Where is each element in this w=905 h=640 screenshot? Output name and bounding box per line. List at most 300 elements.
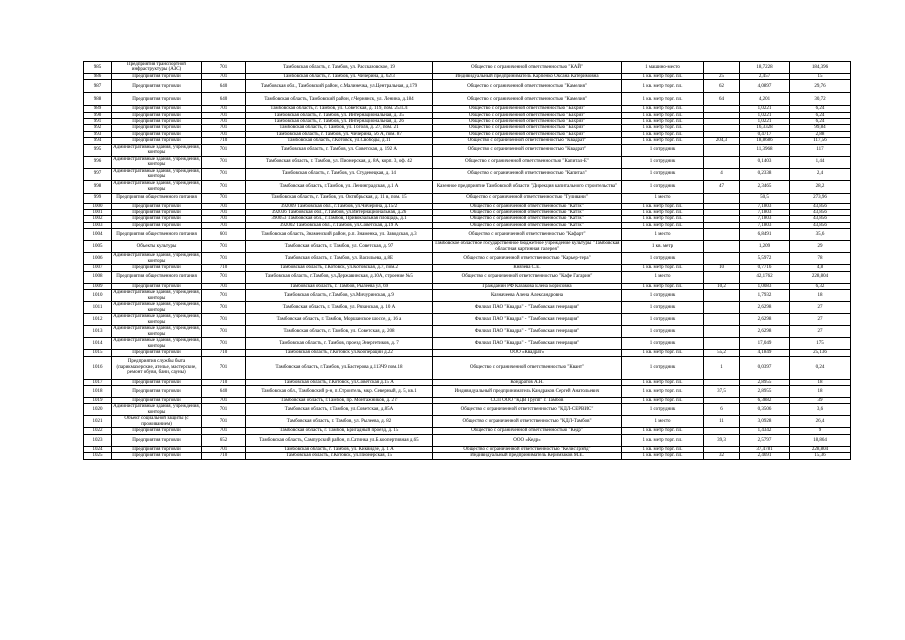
calc-unit-cell: 1 место [622, 271, 704, 283]
norm-value-cell: 0,7716 [740, 265, 790, 271]
row-number-cell: 989 [84, 106, 112, 112]
object-type-cell: Административные здания, учреждения, конторы [113, 253, 200, 264]
table-row [84, 62, 851, 74]
object-address-cell: Тамбовская область, г.Котовск, ул.Пионерская, 15 [246, 453, 433, 459]
object-type-cell: Предприятия торговли [112, 385, 202, 397]
norm-value-cell: 7,1803 [740, 210, 790, 216]
row-number-cell: 995 [84, 144, 112, 156]
table-row [84, 326, 851, 338]
norm-value-cell: 0,1403 [740, 156, 790, 168]
row-number-cell: 1019 [84, 397, 112, 403]
object-type-cell: Предприятия торговли [112, 125, 202, 131]
oktmo-code-cell: 701 [202, 428, 246, 434]
registry-table [83, 61, 851, 460]
table-row [84, 314, 851, 326]
row-number-cell: 999 [84, 193, 112, 203]
object-address-cell: Тамбовская область, г. Тамбов, ул. Октябрьская, д. 11 в, пом. 15 [246, 193, 433, 203]
norm-value-cell: 3,0928 [740, 416, 790, 428]
oktmo-code-cell: 701 [202, 222, 246, 228]
calc-unit-cell: 1 кв. метр торг. пл. [622, 210, 704, 216]
calc-unit-cell: 1 кв. метр торг. пл. [622, 453, 704, 459]
object-address-cell: Тамбовская обл., Тамбовский р-н, п.Строитель, мкр. Северный, д. 5, кв.1 [246, 385, 433, 397]
organization-name-cell: Общество с ограниченной ответственностью "КАЙ" [433, 62, 622, 74]
volume-value-cell: 0,24 [790, 356, 851, 379]
object-address-cell: Тамбовская область, Тамбовский район, г.Чернянск, ул. Ленина, д.184 [246, 93, 433, 106]
norm-value-cell: 0,2338 [740, 168, 790, 180]
object-address-cell: Тамбовская область, г. Тамбов, ул. Чичерина, д. 62/3 [246, 73, 433, 79]
calc-unit-cell: 1 кв. метр торг. пл. [622, 106, 704, 112]
table-row [84, 290, 851, 302]
row-number-cell: 997 [84, 168, 112, 180]
norm-value-cell: 2,3465 [740, 180, 790, 193]
table-row [84, 434, 851, 446]
table-row [84, 80, 851, 93]
object-type-cell: Предприятия торговли [112, 106, 202, 112]
row-number-cell: 1010 [84, 290, 112, 302]
organization-name-cell: Общество с ограниченной ответственностью "Катэх" [433, 222, 622, 228]
volume-value-cell: 1,44 [790, 156, 851, 168]
unit-count-cell: 32 [704, 453, 740, 459]
organization-name-cell: Общество с ограниченной ответственностью "Камелия" [433, 80, 622, 93]
oktmo-code-cell: 701 [202, 168, 246, 180]
row-number-cell: 1006 [84, 253, 112, 265]
table-row [84, 271, 851, 283]
organization-name-cell: Общество с ограниченной ответственностью "Катэх" [433, 216, 622, 222]
object-address-cell: Тамбовская область, г.Котовск, ул.Свободы, д.11 [246, 138, 433, 144]
unit-count-cell: 204,3 [704, 138, 740, 144]
organization-name-cell: Общество с ограниченной ответственностью "Квант" [433, 356, 622, 379]
calc-unit-cell: 1 кв. метр торг. пл. [622, 265, 704, 271]
object-type-cell: Предприятия торговли [112, 453, 202, 459]
volume-value-cell: 27 [790, 326, 851, 338]
object-address-cell: Тамбовская область, г. Тамбов, ул. Рязанская, д. 10 А [246, 302, 433, 314]
table-row [84, 229, 851, 241]
organization-name-cell: Общество с ограниченной ответственностью "Бахриз" [433, 131, 622, 137]
volume-value-cell: 26,4 [790, 416, 851, 428]
calc-unit-cell: 1 кв. метр торг. пл. [622, 203, 704, 209]
object-type-cell: Предприятия торговли [112, 428, 202, 434]
unit-count-cell: 64 [704, 93, 740, 106]
calc-unit-cell: 1 кв. метр торг. пл. [622, 385, 704, 397]
object-type-cell: Административные здания, учреждения, конторы [113, 290, 200, 301]
volume-value-cell: 4,8 [790, 265, 851, 271]
norm-value-cell: 16,3328 [740, 125, 790, 131]
unit-count-cell: 39,3 [704, 434, 740, 446]
table-row [84, 156, 851, 168]
unit-count-cell [704, 253, 740, 265]
norm-value-cell: 7,1803 [740, 222, 790, 228]
table-row [84, 93, 851, 106]
row-number-cell: 988 [84, 93, 112, 106]
unit-count-cell [704, 338, 740, 350]
row-number-cell: 986 [84, 73, 112, 79]
object-address-cell: Тамбовская область, г. Тамбов, ул. Рылеева, д. 82 [246, 416, 433, 428]
object-type-cell: Объект социальной защиты (с проживанием) [112, 416, 202, 428]
organization-name-cell: ССП ООО "КДВ Групп" г. Тамбов [433, 397, 622, 403]
row-number-cell: 1021 [84, 416, 112, 428]
organization-name-cell: Индивидуальный предприниматель Кандраков Сергей Анатольевич [433, 385, 622, 397]
norm-value-cell: 18,8686 [740, 138, 790, 144]
calc-unit-cell: 1 сотрудник [622, 290, 704, 302]
volume-value-cell: 18 [790, 379, 851, 385]
norm-value-cell: 6,3882 [740, 397, 790, 403]
organization-name-cell: Князева С.Е. [433, 265, 622, 271]
row-number-cell: 987 [84, 80, 112, 93]
volume-value-cell: 273,96 [790, 193, 851, 203]
unit-count-cell [704, 302, 740, 314]
object-address-cell: Тамбовская область, г.Тамбов, ул.Державинская, д.10А, строение №5 [246, 271, 433, 283]
row-number-cell: 992 [84, 125, 112, 131]
oktmo-code-cell: 640 [202, 385, 246, 397]
object-address-cell: Тамбовская область, г. Тамбов, ул. Рассказовское, 19 [246, 62, 433, 74]
norm-value-cell: 0,4717 [740, 131, 790, 137]
row-number-cell: 1022 [84, 428, 112, 434]
table-row [84, 385, 851, 397]
calc-unit-cell: 1 кв. метр торг. пл. [622, 216, 704, 222]
row-number-cell: 1002 [84, 216, 112, 222]
object-address-cell: Тамбовская область, г. Тамбов, проезд Энергетиков, д. 7 [246, 338, 433, 350]
organization-name-cell: ООО «Кедр» [433, 434, 622, 446]
table-row [84, 241, 851, 253]
calc-unit-cell: 1 место [622, 416, 704, 428]
object-type-cell: Предприятия торговли [112, 434, 202, 446]
object-address-cell: Тамбовская область, г. Тамбов, Рылеева ул, 69 [246, 283, 433, 289]
volume-value-cell: 99,84 [790, 125, 851, 131]
calc-unit-cell: 1 сотрудник [622, 180, 704, 193]
volume-value-cell: 228,804 [790, 446, 851, 452]
norm-value-cell: 1,0221 [740, 106, 790, 112]
unit-count-cell: 4 [704, 168, 740, 180]
oktmo-code-cell: 701 [202, 356, 246, 379]
row-number-cell: 1017 [84, 379, 112, 385]
unit-count-cell: 62 [704, 80, 740, 93]
row-number-cell: 998 [84, 180, 112, 193]
organization-name-cell: Общество с ограниченной ответственностью "КДЛ-СЕРВИС" [433, 404, 622, 416]
table-row [84, 416, 851, 428]
norm-value-cell: 7,1803 [740, 216, 790, 222]
row-number-cell: 985 [84, 62, 112, 74]
table-row [84, 144, 851, 156]
unit-count-cell [704, 156, 740, 168]
organization-name-cell: ООО «Квадрат» [433, 350, 622, 356]
calc-unit-cell: 1 кв. метр торг. пл. [622, 434, 704, 446]
oktmo-code-cell: 701 [202, 302, 246, 314]
organization-name-cell: Казенное предприятие Тамбовской области "Дирекция капитального строительства" [433, 180, 622, 193]
object-address-cell: Тамбовская область, г.Тамбов, ул. Ленинградская, д.1 А [246, 180, 433, 193]
oktmo-code-cell: 710 [202, 138, 246, 144]
object-type-cell: Предприятия транспортной инфраструктуры (АЗС) [112, 62, 202, 74]
unit-count-cell [704, 271, 740, 283]
row-number-cell: 1020 [84, 404, 112, 416]
volume-value-cell: 39 [790, 397, 851, 403]
calc-unit-cell: 1 сотрудник [622, 326, 704, 338]
organization-name-cell: Индивидуальный предприниматель Керимзаков М.Е. [433, 453, 622, 459]
object-type-cell: Предприятия торговли [112, 80, 202, 93]
object-address-cell: 392036 Тамбовская обл., г.Тамбов, ул.Интернациональная, д.26 [246, 210, 433, 216]
volume-value-cell: 228,804 [790, 271, 851, 283]
unit-count-cell: 25 [704, 73, 740, 79]
norm-value-cell: 2,8955 [740, 379, 790, 385]
table-row [84, 193, 851, 203]
row-number-cell: 996 [84, 156, 112, 168]
oktmo-code-cell: 701 [202, 241, 246, 253]
organization-name-cell: Общество с ограниченной ответственностью "КДЛ-Тамбов" [433, 416, 622, 428]
object-address-cell: Тамбовская область, Сампурский район, п.Сатинка ул.Б.коопертивная д.65 [246, 434, 433, 446]
object-type-cell: Предприятия общественного питания [112, 271, 202, 283]
volume-value-cell: 27 [790, 302, 851, 314]
object-address-cell: Тамбовская область, г. Тамбов, ул. Гоголя, д. 27, пом. 21 [246, 125, 433, 131]
volume-value-cell: 117 [790, 144, 851, 156]
object-type-cell: Предприятия торговли [112, 379, 202, 385]
volume-value-cell: 184,396 [790, 62, 851, 74]
calc-unit-cell: 1 кв. метр торг. пл. [622, 125, 704, 131]
calc-unit-cell: 1 место [622, 229, 704, 241]
object-type-cell: Предприятия торговли [112, 93, 202, 106]
unit-count-cell [704, 62, 740, 74]
organization-name-cell: Общество с ограниченной ответственностью "Карьер-тера" [433, 253, 622, 265]
oktmo-code-cell: 652 [202, 434, 246, 446]
calc-unit-cell: 1 кв. метр торг. пл. [622, 350, 704, 356]
table-row [84, 356, 851, 379]
object-type-cell: Предприятия торговли [112, 210, 202, 216]
row-number-cell: 1009 [84, 283, 112, 289]
oktmo-code-cell: 701 [202, 144, 246, 156]
object-address-cell: Тамбовская область, г. Тамбов, ул. Советская, д. 192 А [246, 144, 433, 156]
unit-count-cell [704, 241, 740, 253]
norm-value-cell: 18,7228 [740, 62, 790, 74]
oktmo-code-cell: 640 [202, 80, 246, 93]
calc-unit-cell: 1 кв. метр торг. пл. [622, 379, 704, 385]
object-address-cell: Тамбовская область, г. Тамбов, ул. Чичерина, 56 А, пом. 87 [246, 131, 433, 137]
unit-count-cell [704, 326, 740, 338]
oktmo-code-cell: 701 [202, 338, 246, 350]
object-type-cell: Предприятия торговли [112, 138, 202, 144]
calc-unit-cell: 1 кв. метр торг. пл. [622, 119, 704, 125]
calc-unit-cell: 1 кв. метр торг. пл. [622, 112, 704, 118]
unit-count-cell [704, 314, 740, 326]
row-number-cell: 1014 [84, 338, 112, 350]
object-type-cell: Предприятия торговли [112, 350, 202, 356]
volume-value-cell: 117,56 [790, 138, 851, 144]
object-address-cell: Тамбовская область, г. Тамбов, ул. Советская, д. 97 [246, 241, 433, 253]
table-row [84, 453, 851, 459]
oktmo-code-cell: 701 [202, 156, 246, 168]
norm-value-cell: 17,049 [740, 338, 790, 350]
oktmo-code-cell: 701 [202, 283, 246, 289]
table-row [84, 180, 851, 193]
object-address-cell: Тамбовская область, г. Тамбов, ул. Студенецкая, д. 14 [246, 168, 433, 180]
object-address-cell: Тамбовская область, г. Тамбов, ул. Пионерская, д. 8А, корп. 3, оф. 42 [246, 156, 433, 168]
oktmo-code-cell: 701 [202, 216, 246, 222]
object-type-cell: Объекты культуры [112, 241, 202, 253]
calc-unit-cell: 1 сотрудник [622, 302, 704, 314]
object-address-cell: Тамбовская область, г.Котовск ул.Кооперации д.22 [246, 350, 433, 356]
oktmo-code-cell: 710 [202, 379, 246, 385]
object-address-cell: Тамбовская область, г. Тамбов, ул. Интернациональная, д. 26 [246, 119, 433, 125]
object-type-cell: Административные здания, учреждения, конторы [113, 156, 200, 168]
volume-value-cell: 3,6 [790, 404, 851, 416]
volume-value-cell: 43,856 [790, 203, 851, 209]
row-number-cell: 1000 [84, 203, 112, 209]
norm-value-cell: 2,8955 [740, 385, 790, 397]
object-type-cell: Предприятия общественного питания [112, 229, 202, 241]
object-type-cell: Предприятия торговли [112, 397, 202, 403]
volume-value-cell: 6,24 [790, 112, 851, 118]
row-number-cell: 1023 [84, 434, 112, 446]
organization-name-cell: Общество с ограниченной ответственностью "Катэх" [433, 203, 622, 209]
volume-value-cell: 43,856 [790, 216, 851, 222]
organization-name-cell: Общество с ограниченной ответственностью "Капитал-Е" [433, 156, 622, 168]
row-number-cell: 1007 [84, 265, 112, 271]
object-type-cell: Административные здания, учреждения, конторы [113, 314, 200, 325]
oktmo-code-cell: 701 [202, 290, 246, 302]
oktmo-code-cell: 701 [202, 193, 246, 203]
norm-value-cell: 2,4691 [740, 453, 790, 459]
table-row [84, 253, 851, 265]
norm-value-cell: 1,0221 [740, 119, 790, 125]
organization-name-cell: Общество с ограниченной ответственностью "Кафе Гагарин" [433, 271, 622, 283]
oktmo-code-cell: 640 [202, 93, 246, 106]
object-type-cell: Предприятия торговли [112, 73, 202, 79]
object-address-cell: Тамбовская область, г. Тамбов, Моршанское шоссе, д. 16 а [246, 314, 433, 326]
row-number-cell: 1013 [84, 326, 112, 338]
organization-name-cell: Индивидуальный предприниматель Карпенко Оксана Катеримовна [433, 73, 622, 79]
calc-unit-cell: 1 сотрудник [622, 356, 704, 379]
object-address-cell: Тамбовская область, г. Тамбов, ул. Васильева, д.8Е [246, 253, 433, 265]
organization-name-cell: Общество с ограниченной ответственностью "Кафарт" [433, 229, 622, 241]
calc-unit-cell: 1 кв. метр торг. пл. [622, 428, 704, 434]
object-type-cell: Административные здания, учреждения, конторы [113, 144, 200, 156]
table-row [84, 404, 851, 416]
calc-unit-cell: 1 кв. метр торг. пл. [622, 93, 704, 106]
calc-unit-cell: 1 место [622, 193, 704, 203]
object-address-cell: Тамбовская область, Знаменский район, р.п. Знаменка, ул. Заводская, д.3 [246, 229, 433, 241]
volume-value-cell: 28,2 [790, 180, 851, 193]
organization-name-cell: Кондратов А.Н. [433, 379, 622, 385]
calc-unit-cell: 1 сотрудник [622, 314, 704, 326]
oktmo-code-cell: 701 [202, 397, 246, 403]
norm-value-cell: 37,4781 [740, 446, 790, 452]
oktmo-code-cell: 701 [202, 62, 246, 74]
volume-value-cell: 18 [790, 385, 851, 397]
organization-name-cell: Общество с ограниченной ответственностью "Катэх" [433, 210, 622, 216]
norm-value-cell: 7,1803 [740, 203, 790, 209]
oktmo-code-cell: 710 [202, 265, 246, 271]
object-type-cell: Предприятия торговли [112, 119, 202, 125]
oktmo-code-cell: 701 [202, 180, 246, 193]
volume-value-cell: 6,24 [790, 106, 851, 112]
row-number-cell: 1025 [84, 453, 112, 459]
organization-name-cell: Общество с ограниченной ответственностью "Бахриз" [433, 119, 622, 125]
organization-name-cell: Филиал ПАО "Квадра" - "Тамбовская генерация" [433, 302, 622, 314]
object-address-cell: Тамбовская область, г.Тамбов, ул.Советская, д.85А [246, 404, 433, 416]
volume-value-cell: 25,136 [790, 350, 851, 356]
unit-count-cell: 10,2 [704, 283, 740, 289]
unit-count-cell: 47 [704, 180, 740, 193]
calc-unit-cell: 1 сотрудник [622, 338, 704, 350]
row-number-cell: 1018 [84, 385, 112, 397]
row-number-cell: 1008 [84, 271, 112, 283]
organization-name-cell: Общество с ограниченной ответственностью "Бахриз" [433, 112, 622, 118]
volume-value-cell: 9 [790, 428, 851, 434]
object-address-cell: Тамбовская область, г. Тамбов, ул. Интернациональная, д. 35 [246, 112, 433, 118]
oktmo-code-cell: 701 [202, 416, 246, 428]
norm-value-cell: 1,7932 [740, 290, 790, 302]
object-type-cell: Административные здания, учреждения, конторы [113, 338, 200, 349]
calc-unit-cell: 1 машино-место [622, 62, 704, 74]
object-type-cell: Предприятия службы быта (парикмахерские, ателье, мастерские, ремонт обуви, бани, сауны) [112, 356, 202, 379]
object-address-cell: Тамбовская область, г. Тамбов, Бригадный проезд, д. 15 [246, 428, 433, 434]
object-address-cell: Тамбовская область, г. Тамбов, ул. Советская, д. 208 [246, 326, 433, 338]
calc-unit-cell: 1 сотрудник [622, 168, 704, 180]
volume-value-cell: 30,72 [790, 93, 851, 106]
object-address-cell: Тамбовская область, г.Котовск, ул.Котовская, д.7, пом.2 [246, 265, 433, 271]
organization-name-cell: Общество с ограниченной ответственностью "КелисТрэйд" [433, 446, 622, 452]
object-type-cell: Административные здания, учреждения, конторы [113, 302, 200, 313]
volume-value-cell: 29 [790, 241, 851, 253]
row-number-cell: 994 [84, 138, 112, 144]
table-row [84, 338, 851, 350]
calc-unit-cell: 1 сотрудник [622, 404, 704, 416]
volume-value-cell: 6,32 [790, 283, 851, 289]
row-number-cell: 1015 [84, 350, 112, 356]
organization-name-cell: Общество с ограниченной ответственностью "Камелия" [433, 93, 622, 106]
object-type-cell: Административные здания, учреждения, конторы [113, 326, 200, 337]
oktmo-code-cell: 701 [202, 203, 246, 209]
object-address-cell: Тамбовская область, г.Тамбов, ул.Бастерова д.113Ч9 пом.18 [246, 356, 433, 379]
organization-name-cell: Общество с ограниченной ответственностью "Гуливани" [433, 193, 622, 203]
unit-count-cell: 37,5 [704, 385, 740, 397]
oktmo-code-cell: 701 [202, 404, 246, 416]
object-address-cell: Тамбовская область, г.Тамбов, ул.Мичуринская, д.9 [246, 290, 433, 302]
row-number-cell: 1004 [84, 229, 112, 241]
norm-value-cell: 5,5972 [740, 253, 790, 265]
calc-unit-cell: 1 кв. метр торг. пл. [622, 138, 704, 144]
object-address-cell: Тамбовская область, г. Тамбов, ул. Киквидзе, д. 1 А [246, 446, 433, 452]
object-address-cell: Тамбовская обл., Тамбовский район, с.Малинечка, ул.Центральная, д.179 [246, 80, 433, 93]
organization-name-cell: Общество с ограниченной ответственностью "Квадрат" [433, 138, 622, 144]
norm-value-cell: 2,6298 [740, 326, 790, 338]
volume-value-cell: 27 [790, 314, 851, 326]
object-type-cell: Предприятия торговли [112, 203, 202, 209]
table-row [84, 168, 851, 180]
row-number-cell: 1012 [84, 314, 112, 326]
oktmo-code-cell: 701 [202, 253, 246, 265]
unit-count-cell [704, 229, 740, 241]
unit-count-cell: 6 [704, 404, 740, 416]
object-type-cell: Административные здания, учреждения, конторы [113, 181, 200, 192]
norm-value-cell: 11,3968 [740, 144, 790, 156]
norm-value-cell: 1,0221 [740, 112, 790, 118]
organization-name-cell: Общество с ограниченной ответственностью "Квадрат" [433, 144, 622, 156]
row-number-cell: 991 [84, 119, 112, 125]
object-type-cell: Предприятия торговли [112, 283, 202, 289]
oktmo-code-cell: 701 [202, 119, 246, 125]
document-page [83, 61, 850, 460]
organization-name-cell: Казначеева Алена Александровна [433, 290, 622, 302]
unit-count-cell: 1 [704, 356, 740, 379]
norm-value-cell: 4,1849 [740, 350, 790, 356]
oktmo-code-cell: 701 [202, 210, 246, 216]
object-type-cell: Административные здания, учреждения, конторы [113, 404, 200, 415]
volume-value-cell: 35,6 [790, 229, 851, 241]
row-number-cell: 1024 [84, 446, 112, 452]
volume-value-cell: 18 [790, 290, 851, 302]
norm-value-cell: 1,0083 [740, 283, 790, 289]
volume-value-cell: 2,4 [790, 168, 851, 180]
organization-name-cell: Тамбовское областное государственное бюджетное учреждение культуры "Тамбовская областная картинная галерея" [433, 241, 622, 253]
oktmo-code-cell: 601 [202, 229, 246, 241]
